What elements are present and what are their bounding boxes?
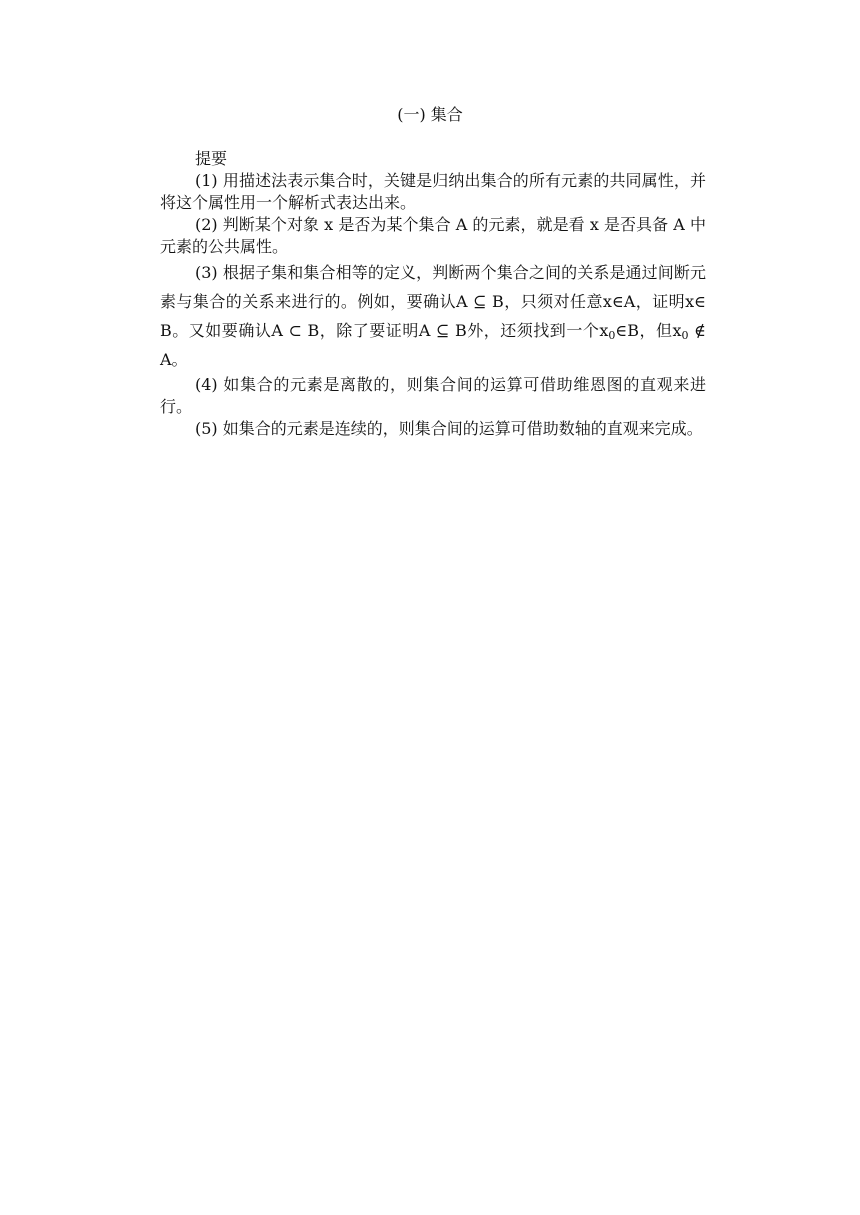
summary-item-2: (2) 判断某个对象 x 是否为某个集合 A 的元素，就是看 x 是否具备 A 中元素的公共属性。 bbox=[160, 215, 706, 256]
summary-item-3-text-middle: ∈B，但x bbox=[615, 321, 682, 340]
summary-item-5: (5) 如集合的元素是连续的，则集合间的运算可借助数轴的直观来完成。 bbox=[195, 419, 703, 438]
section-label: 提要 bbox=[195, 149, 228, 168]
summary-item-1: (1) 用描述法表示集合时，关键是归纳出集合的所有元素的共同属性，并将这个属性用一个解析式表达出来。 bbox=[160, 171, 706, 212]
summary-item-3-text-before: (3) 根据子集和集合相等的定义，判断两个集合之间的关系是通过间断元素与集合的关系来进行的。例如，要确认A ⊆ B，只须对任意x∈A，证明x∈B。又如要确认A ⊂ B，除了要证明A ⊆ B外，还须找到一个x bbox=[160, 263, 706, 340]
summary-item-3-text-after: ∉ A。 bbox=[160, 321, 706, 369]
summary-item-3 bbox=[160, 258, 706, 374]
section-title: (一) 集合 bbox=[397, 105, 463, 124]
subscript-zero: 0 bbox=[608, 329, 616, 342]
document-body bbox=[160, 148, 706, 440]
summary-item-4: (4) 如集合的元素是离散的，则集合间的运算可借助维恩图的直观来进行。 bbox=[160, 375, 706, 416]
subscript-zero: 0 bbox=[681, 329, 689, 342]
